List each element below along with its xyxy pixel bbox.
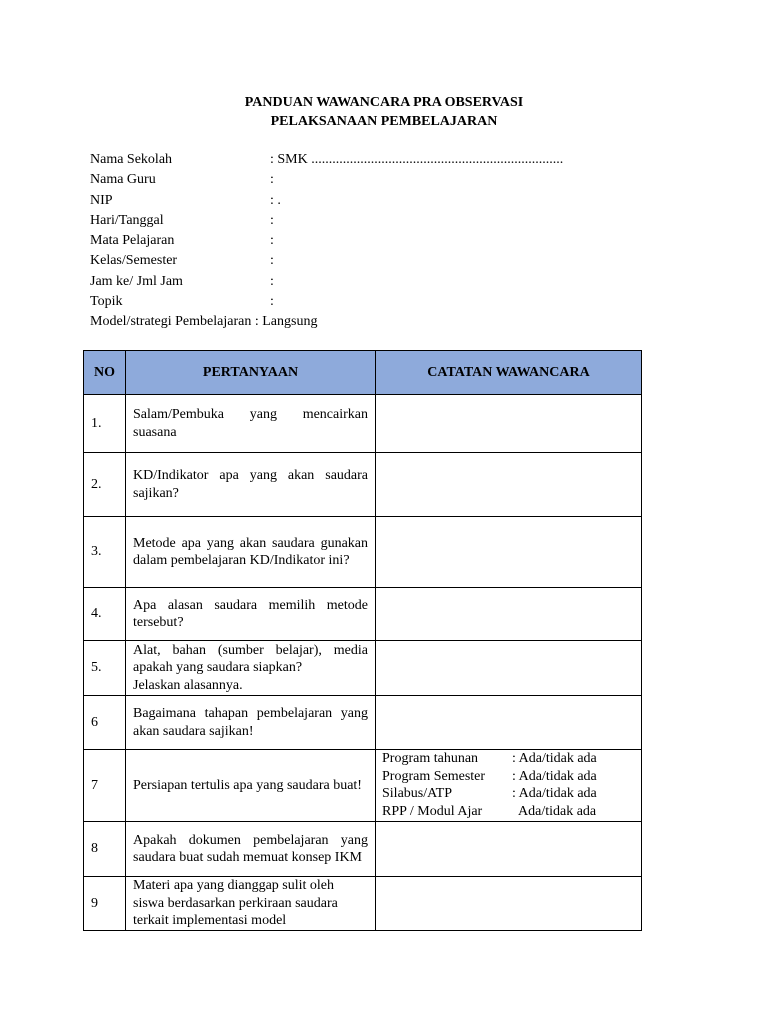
info-value: : .	[270, 192, 281, 208]
row-question: Materi apa yang dianggap sulit oleh siswa berdasarkan perkiraan saudara terkait implementasi model	[126, 877, 376, 931]
row-question: Apa alasan saudara memilih metode tersebut?	[126, 588, 376, 641]
row-notes-cell[interactable]	[376, 395, 642, 453]
info-value: : SMK ........................................................................	[270, 152, 564, 167]
document-check-line	[382, 803, 635, 821]
info-label: Mata Pelajaran	[90, 233, 175, 249]
row-notes-cell[interactable]	[376, 696, 642, 750]
row-question: Salam/Pembuka yang mencairkan suasana	[126, 395, 376, 453]
row-number: 9	[84, 877, 126, 931]
info-label: Hari/Tanggal	[90, 212, 164, 228]
row-number: 6	[84, 696, 126, 750]
info-value: :	[270, 233, 274, 249]
document-check-line	[382, 785, 635, 803]
document-check-line	[382, 768, 635, 786]
row-notes-cell[interactable]	[376, 517, 642, 588]
table-row	[84, 877, 642, 931]
row-question-extra: Jelaskan alasannya.	[133, 677, 243, 693]
row-number: 1.	[84, 395, 126, 453]
table-row	[84, 588, 642, 641]
info-model-line: Model/strategi Pembelajaran : Langsung	[90, 314, 318, 330]
info-value: :	[270, 253, 274, 269]
row-number: 2.	[84, 453, 126, 517]
table-row	[84, 517, 642, 588]
document-name: Silabus/ATP	[382, 786, 453, 801]
row-question: Metode apa yang akan saudara gunakan dalam pembelajaran KD/Indikator ini?	[126, 517, 376, 588]
table-row	[84, 822, 642, 877]
info-label: Topik	[90, 294, 123, 310]
title-line-1: PANDUAN WAWANCARA PRA OBSERVASI	[244, 95, 524, 110]
table-row	[84, 453, 642, 517]
document-status: : Ada/tidak ada	[512, 768, 597, 784]
document-status: Ada/tidak ada	[518, 803, 597, 819]
row-number: 7	[84, 750, 126, 822]
row-question: Bagaimana tahapan pembelajaran yang akan saudara sajikan!	[126, 696, 376, 750]
info-label: Nama Sekolah	[90, 152, 173, 167]
document-name: Program Semester	[382, 768, 486, 784]
row-number: 8	[84, 822, 126, 877]
interview-table	[83, 350, 642, 931]
info-label: NIP	[90, 192, 113, 208]
info-label: Jam ke/ Jml Jam	[90, 273, 183, 289]
table-row	[84, 641, 642, 696]
document-title	[0, 93, 768, 131]
info-value: :	[270, 172, 274, 188]
row-number: 5.	[84, 641, 126, 696]
row-notes-cell[interactable]	[376, 453, 642, 517]
row-question: Persiapan tertulis apa yang saudara buat!	[126, 750, 376, 822]
title-line-2: PELAKSANAAN PEMBELAJARAN	[270, 114, 498, 129]
row-notes-cell[interactable]	[376, 877, 642, 931]
row-notes-cell[interactable]	[376, 750, 642, 822]
row-question: Apakah dokumen pembelajaran yang saudara buat sudah memuat konsep IKM	[126, 822, 376, 877]
document-status: : Ada/tidak ada	[512, 786, 597, 801]
document-status: : Ada/tidak ada	[512, 751, 597, 766]
info-value: :	[270, 294, 274, 310]
row-number: 3.	[84, 517, 126, 588]
info-value: :	[270, 212, 274, 228]
info-label: Nama Guru	[90, 172, 156, 188]
info-value: :	[270, 273, 274, 289]
row-question: Alat, bahan (sumber belajar), media apakah yang saudara siapkan?	[133, 642, 368, 676]
row-question-cell	[126, 641, 376, 696]
header-notes: CATATAN WAWANCARA	[376, 351, 642, 395]
info-label: Kelas/Semester	[90, 253, 178, 269]
row-notes-cell[interactable]	[376, 588, 642, 641]
document-check-line	[382, 750, 635, 768]
document-name: Program tahunan	[382, 751, 479, 766]
header-no: NO	[84, 351, 126, 395]
row-question: KD/Indikator apa yang akan saudara sajikan?	[126, 453, 376, 517]
table-row	[84, 395, 642, 453]
row-number: 4.	[84, 588, 126, 641]
row-notes-cell[interactable]	[376, 641, 642, 696]
table-row	[84, 750, 642, 822]
table-row	[84, 696, 642, 750]
row-notes-cell[interactable]	[376, 822, 642, 877]
document-name: RPP / Modul Ajar	[382, 803, 483, 819]
header-question: PERTANYAAN	[126, 351, 376, 395]
table-header-row	[84, 351, 642, 395]
